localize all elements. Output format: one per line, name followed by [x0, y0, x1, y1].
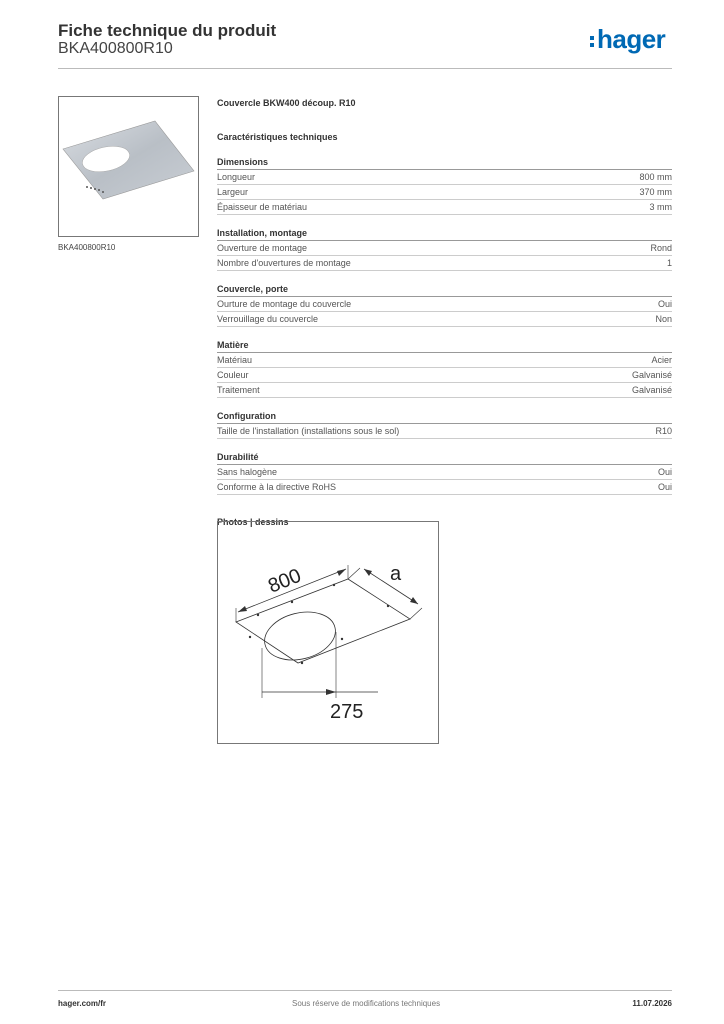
section-title: Installation, montage [217, 227, 672, 241]
spec-value: 370 mm [639, 187, 672, 197]
section-title: Matière [217, 339, 672, 353]
section-title: Configuration [217, 410, 672, 424]
spec-row [217, 424, 672, 439]
header-divider [58, 68, 672, 69]
drawing-holes [249, 584, 389, 664]
spec-value: Rond [650, 243, 672, 253]
section-material [217, 339, 672, 398]
spec-label: Matériau [217, 355, 253, 365]
spec-value: Galvanisé [631, 385, 672, 395]
spec-label: Ourture de montage du couvercle [217, 299, 352, 309]
dimension-width-label: a [390, 563, 402, 585]
spec-row [217, 200, 672, 215]
tech-characteristics-title: Caractéristiques techniques [217, 132, 338, 142]
spec-row [217, 480, 672, 495]
dimension-length-label: 800 [265, 564, 305, 598]
specifications [217, 96, 672, 529]
section-configuration [217, 410, 672, 439]
spec-row [217, 465, 672, 480]
spec-row [217, 383, 672, 398]
technical-drawing [217, 521, 439, 744]
spec-label: Nombre d'ouvertures de montage [217, 258, 351, 268]
spec-row [217, 241, 672, 256]
page-title: Fiche technique du produit [58, 21, 277, 40]
thumbnail-caption: BKA400800R10 [58, 243, 116, 252]
product-name: Couvercle BKW400 découp. R10 [217, 98, 356, 108]
section-dimensions [217, 156, 672, 215]
spec-label: Largeur [217, 187, 249, 197]
spec-label: Longueur [217, 172, 256, 182]
logo-dots-icon [590, 33, 595, 50]
spec-value: Oui [657, 299, 672, 309]
spec-value: Oui [657, 467, 672, 477]
spec-label: Conforme à la directive RoHS [217, 482, 337, 492]
section-cover-door [217, 283, 672, 327]
spec-value: 3 mm [649, 202, 672, 212]
spec-value: 800 mm [639, 172, 672, 182]
hager-logo[interactable] [590, 24, 665, 55]
spec-label: Traitement [217, 385, 260, 395]
spec-label: Épaisseur de matériau [217, 202, 308, 212]
dimension-opening-label: 275 [330, 701, 364, 723]
drawing-opening-outline [260, 605, 341, 667]
section-installation [217, 227, 672, 271]
spec-row [217, 185, 672, 200]
spec-value: Galvanisé [631, 370, 672, 380]
spec-value: 1 [666, 258, 672, 268]
section-title: Dimensions [217, 156, 672, 170]
spec-label: Ouverture de montage [217, 243, 308, 253]
spec-row [217, 368, 672, 383]
spec-label: Sans halogène [217, 467, 278, 477]
photos-title: Photos | dessins [217, 517, 289, 527]
spec-row [217, 297, 672, 312]
spec-label: Couleur [217, 370, 249, 380]
spec-label: Verrouillage du couvercle [217, 314, 319, 324]
product-thumbnail [58, 96, 199, 237]
footer-website-link[interactable]: hager.com/fr [58, 999, 107, 1008]
section-title: Couvercle, porte [217, 283, 672, 297]
spec-row [217, 256, 672, 271]
logo-text: hager [597, 24, 666, 54]
spec-row [217, 353, 672, 368]
spec-value: R10 [655, 426, 672, 436]
spec-value: Non [655, 314, 672, 324]
section-title: Durabilité [217, 451, 672, 465]
spec-row [217, 312, 672, 327]
spec-value: Acier [651, 355, 672, 365]
product-reference: BKA400800R10 [58, 40, 173, 57]
footer-date: 11.07.2026 [632, 999, 672, 1008]
footer-divider [58, 990, 672, 991]
spec-label: Taille de l'installation (installations sous le sol) [217, 426, 400, 436]
section-durability [217, 451, 672, 495]
spec-value: Oui [657, 482, 672, 492]
footer-disclaimer: Sous réserve de modifications techniques [292, 999, 441, 1008]
spec-row [217, 170, 672, 185]
